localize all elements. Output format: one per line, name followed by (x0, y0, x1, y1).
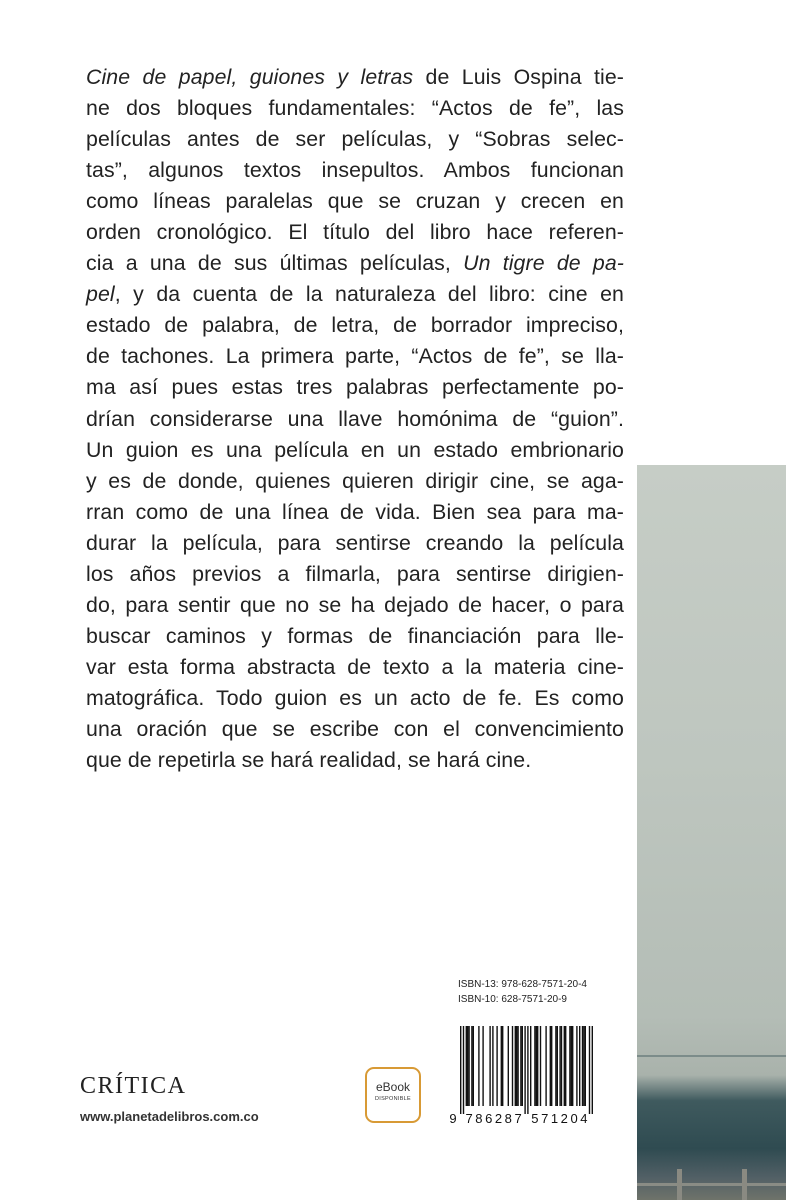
text-line (86, 559, 624, 590)
barcode-bar (534, 1026, 535, 1106)
text-line (86, 621, 624, 652)
barcode-bar (564, 1026, 565, 1106)
text-line (86, 217, 624, 248)
barcode-bar (551, 1026, 552, 1106)
sea-horizon (637, 1055, 786, 1057)
text-line (86, 435, 624, 466)
text-line (86, 404, 624, 435)
text-line (86, 528, 624, 559)
barcode-bar (592, 1026, 593, 1114)
barcode-bar (466, 1026, 467, 1106)
barcode-digit: 2 (494, 1111, 503, 1126)
barcode-bar (508, 1026, 509, 1106)
text-line (86, 62, 624, 93)
barcode-digit: 7 (465, 1111, 473, 1126)
text-line (86, 745, 624, 776)
text-line (86, 590, 624, 621)
railing (637, 1183, 786, 1186)
barcode-digit: 2 (560, 1111, 568, 1126)
barcode-bar (489, 1026, 490, 1106)
barcode-bar (555, 1026, 556, 1106)
barcode-digit: 8 (504, 1111, 512, 1126)
barcode-bar (520, 1026, 521, 1106)
text-line (86, 93, 624, 124)
text-fragment: películas antes de ser películas, y “Sobras selec- (86, 127, 624, 152)
text-line (86, 372, 624, 403)
barcode-digit: 5 (531, 1111, 539, 1126)
text-fragment: que de repetirla se hará realidad, se hará cine. (86, 748, 532, 773)
text-fragment: los años previos a filmarla, para sentirse dirigien- (86, 561, 624, 586)
text-fragment: rran como de una línea de vida. Bien sea para ma- (86, 499, 624, 524)
barcode-digit: 0 (570, 1111, 578, 1126)
barcode-bar (512, 1026, 513, 1106)
text-line (86, 186, 624, 217)
publisher-website[interactable]: www.planetadelibros.com.co (80, 1109, 259, 1124)
barcode-bar (572, 1026, 573, 1106)
barcode-digit: 7 (541, 1111, 549, 1126)
barcode-bar (536, 1026, 537, 1106)
railing-post (677, 1169, 682, 1200)
barcode-bar (589, 1026, 590, 1114)
text-fragment: drían considerarse una llave homónima de “guion”. (86, 406, 624, 431)
text-fragment: de Luis Ospina tie- (413, 65, 624, 89)
text-line (86, 652, 624, 683)
barcode-digit: 9 (449, 1111, 457, 1126)
barcode-digit: 6 (485, 1111, 493, 1126)
text-fragment: una oración que se escribe con el convencimiento (86, 716, 624, 741)
barcode-bar (583, 1026, 584, 1106)
barcode-bar (467, 1026, 468, 1106)
text-fragment: , y da cuenta de la naturaleza del libro: cine en (114, 282, 624, 307)
barcode-digit: 8 (475, 1111, 483, 1126)
barcode-bar (502, 1026, 503, 1106)
text-fragment: estado de palabra, de letra, de borrador impreciso, (86, 313, 624, 338)
text-fragment: Un guion es una película en un estado embrionario (86, 437, 624, 462)
text-fragment: ma así pues estas tres palabras perfectamente po- (86, 375, 624, 400)
text-line (86, 279, 624, 310)
text-fragment: ne dos bloques fundamentales: “Actos de fe”, las (86, 96, 624, 121)
text-fragment: orden cronológico. El título del libro hace referen- (86, 220, 624, 245)
barcode-bar (537, 1026, 538, 1106)
text-fragment: var esta forma abstracta de texto a la materia cine- (86, 654, 624, 679)
barcode-bar (571, 1026, 572, 1106)
text-line (86, 714, 624, 745)
text-line (86, 248, 624, 279)
barcode-bar (496, 1026, 497, 1106)
barcode-bar (559, 1026, 560, 1106)
barcode-bar (492, 1026, 493, 1106)
barcode-bar (585, 1026, 586, 1106)
barcode-digit: 1 (550, 1111, 559, 1126)
text-fragment: como líneas paralelas que se cruzan y crecen en (86, 189, 624, 214)
barcode-bar (569, 1026, 570, 1106)
barcode-bar (550, 1026, 551, 1106)
text-fragment: cia a una de sus últimas películas, (86, 251, 464, 276)
barcode-bar (471, 1026, 472, 1106)
isbn-13: ISBN-13: 978-628-7571-20-4 (458, 979, 587, 990)
text-line (86, 341, 624, 372)
barcode-bar (576, 1026, 577, 1106)
barcode-bar (473, 1026, 474, 1106)
railing-post (742, 1169, 747, 1200)
text-line (86, 683, 624, 714)
barcode-bar (582, 1026, 583, 1106)
barcode-bar (463, 1026, 464, 1114)
barcode-bar (527, 1026, 528, 1114)
ebook-badge-title: eBook (375, 1080, 411, 1094)
barcode-bar (557, 1026, 558, 1106)
italic-title: Cine de papel, guiones y letras (86, 65, 414, 89)
isbn-10: ISBN-10: 628-7571-20-9 (458, 994, 567, 1005)
barcode-bar (522, 1026, 523, 1106)
publisher-logo: CRÍTICA (80, 1073, 187, 1099)
text-fragment: tas”, algunos textos insepultos. Ambos funcionan (86, 158, 624, 183)
barcode-digit: 4 (580, 1111, 588, 1126)
barcode-bar (515, 1026, 516, 1106)
cover-photo (637, 465, 786, 1200)
ebook-badge (365, 1067, 421, 1123)
text-line (86, 155, 624, 186)
barcode-bar (501, 1026, 502, 1106)
barcode-bar (517, 1026, 518, 1106)
text-fragment: y es de donde, quienes quieren dirigir cine, se aga- (86, 468, 624, 493)
barcode-bar (545, 1026, 546, 1106)
barcode-bar (478, 1026, 479, 1106)
text-fragment: buscar caminos y formas de financiación para lle- (86, 623, 624, 648)
back-cover-text (86, 62, 624, 776)
barcode-bar (516, 1026, 517, 1106)
text-fragment: matográfica. Todo guion es un acto de fe. Es como (86, 685, 624, 710)
text-line (86, 310, 624, 341)
barcode-bar (565, 1026, 566, 1106)
barcode-bar (540, 1026, 541, 1106)
barcode-bar (561, 1026, 562, 1106)
italic-title: pel (86, 282, 115, 307)
barcode-bar (482, 1026, 483, 1106)
text-fragment: de tachones. La primera parte, “Actos de fe”, se lla- (86, 344, 624, 369)
isbn-barcode (448, 1026, 596, 1126)
ebook-badge-subtitle: DISPONIBLE (374, 1096, 411, 1102)
barcode-bar (530, 1026, 531, 1106)
barcode-bar (579, 1026, 580, 1106)
text-line (86, 466, 624, 497)
barcode-bar (524, 1026, 525, 1114)
text-line (86, 124, 624, 155)
barcode-bar (460, 1026, 461, 1114)
barcode-bar (468, 1026, 469, 1106)
text-fragment: do, para sentir que no se ha dejado de hacer, o para (86, 592, 624, 617)
barcode-digit: 7 (514, 1111, 522, 1126)
text-fragment: durar la película, para sentirse creando la película (86, 530, 624, 555)
italic-title: Un tigre de pa- (463, 251, 624, 276)
text-line (86, 497, 624, 528)
